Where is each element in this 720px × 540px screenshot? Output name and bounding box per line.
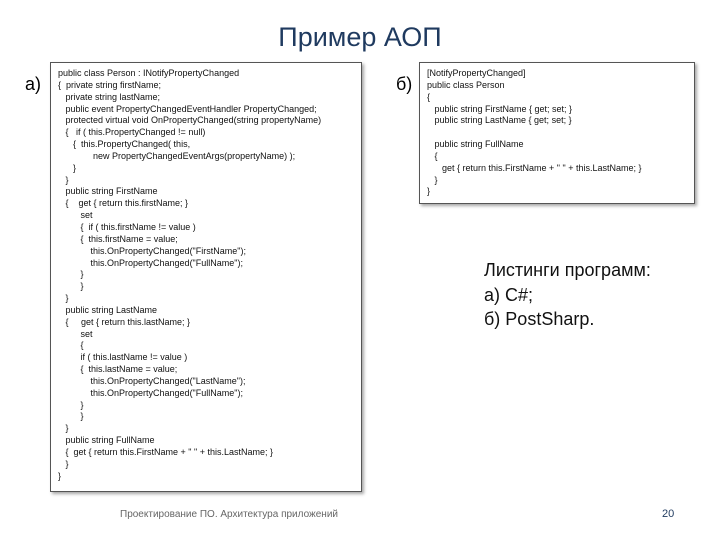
- code-line: { if ( this.PropertyChanged != null): [58, 127, 206, 138]
- code-line: }: [58, 423, 69, 434]
- code-line: { get { return this.lastName; }: [58, 316, 191, 327]
- code-line: }: [58, 293, 69, 304]
- code-line: this.OnPropertyChanged("LastName");: [58, 375, 246, 386]
- code-line: set: [58, 210, 93, 221]
- code-line: {: [427, 150, 438, 161]
- code-listing-a: [51, 63, 361, 483]
- code-line: }: [58, 411, 84, 422]
- code-line: if ( this.lastName != value ): [58, 352, 188, 363]
- code-line: }: [58, 399, 84, 410]
- code-line: private string lastName;: [58, 91, 161, 102]
- code-line: }: [58, 162, 77, 173]
- code-line: { get { return this.firstName; }: [58, 198, 189, 209]
- code-line: {: [427, 91, 431, 102]
- listing-caption-line: б) PostSharp.: [484, 309, 595, 329]
- code-line: public string LastName: [58, 304, 158, 315]
- code-line: { private string firstName;: [58, 79, 162, 90]
- code-box-a: [50, 62, 362, 492]
- code-line: }: [58, 269, 84, 280]
- code-line: public string LastName { get; set; }: [427, 115, 572, 126]
- code-line: }: [58, 470, 62, 481]
- code-line: { this.PropertyChanged( this,: [58, 139, 191, 150]
- code-line: public string FirstName: [58, 186, 158, 197]
- code-line: this.OnPropertyChanged("FirstName");: [58, 245, 246, 256]
- code-line: }: [58, 281, 84, 292]
- code-line: get { return this.FirstName + " " + this.LastName; }: [427, 162, 642, 173]
- listing-caption: [484, 258, 651, 332]
- page-number: 20: [662, 508, 675, 520]
- code-line: [NotifyPropertyChanged]: [427, 68, 526, 78]
- code-line: {: [58, 340, 84, 351]
- slide-title: [0, 22, 720, 53]
- label-a: а): [25, 74, 42, 94]
- code-line: }: [58, 458, 69, 469]
- code-line: }: [427, 174, 438, 185]
- code-line: { this.lastName = value;: [58, 364, 178, 375]
- code-line: }: [427, 186, 431, 197]
- code-line: set: [58, 328, 93, 339]
- code-listing-b: [420, 63, 694, 198]
- label-b: б): [396, 74, 413, 94]
- code-line: }: [58, 174, 69, 185]
- code-line: { this.firstName = value;: [58, 233, 178, 244]
- listing-caption-line: Листинги программ:: [484, 260, 651, 280]
- code-line: this.OnPropertyChanged("FullName");: [58, 257, 243, 268]
- code-line: [427, 127, 694, 139]
- code-line: public string FullName: [427, 139, 524, 150]
- code-line: public event PropertyChangedEventHandler PropertyChanged;: [58, 103, 317, 114]
- code-line: public class Person: [427, 79, 505, 90]
- code-box-b: [419, 62, 695, 204]
- footer-text: Проектирование ПО. Архитектура приложений: [120, 509, 338, 520]
- slide-title-text: Пример АОП: [278, 22, 442, 52]
- code-line: public class Person : INotifyPropertyChanged: [58, 68, 240, 78]
- code-line: protected virtual void OnPropertyChanged(string propertyName): [58, 115, 322, 126]
- code-line: public string FirstName { get; set; }: [427, 103, 573, 114]
- listing-caption-line: а) C#;: [484, 284, 534, 305]
- code-line: new PropertyChangedEventArgs(propertyName) );: [58, 150, 296, 161]
- code-line: { get { return this.FirstName + " " + this.LastName; }: [58, 447, 273, 457]
- code-line: public string FullName: [58, 435, 155, 446]
- code-line: { if ( this.firstName != value ): [58, 221, 196, 232]
- code-line: this.OnPropertyChanged("FullName");: [58, 387, 243, 398]
